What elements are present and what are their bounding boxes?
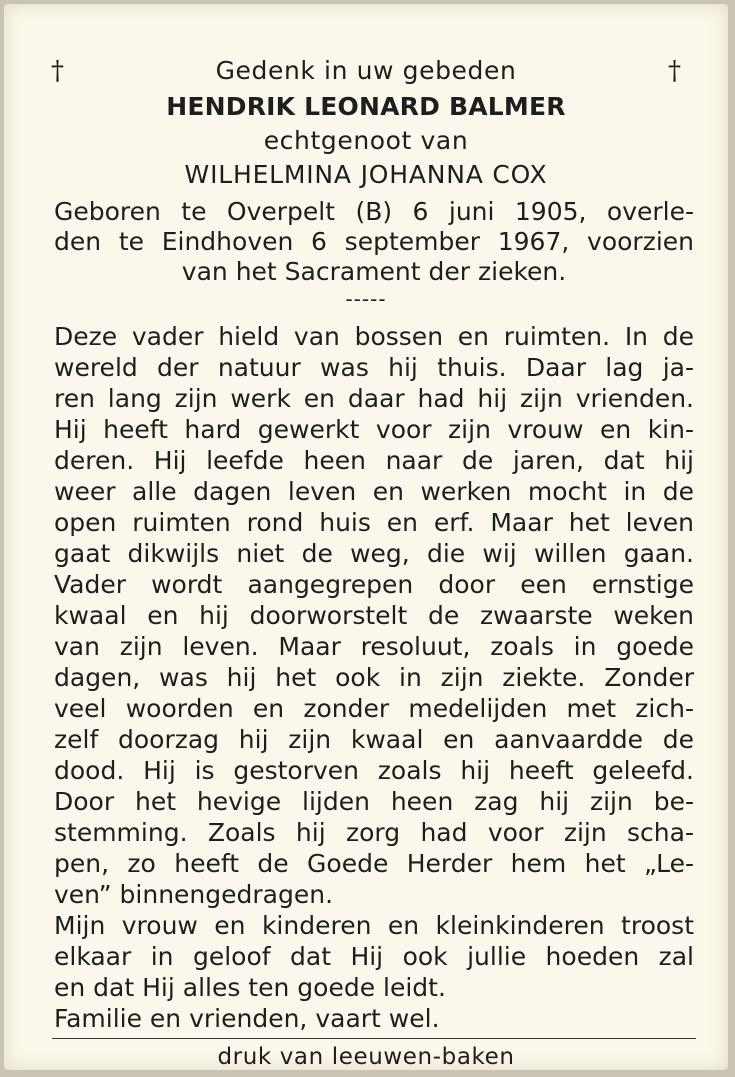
- spouse-label: echtgenoot van: [263, 126, 469, 155]
- memorial-card: [4, 4, 728, 1070]
- body-line: Deze vader hield van bossen en ruimten. In de: [54, 322, 694, 351]
- body-line: Hij heeft hard gewerkt voor zijn vrouw en kin-: [54, 415, 694, 444]
- body-line: stemming. Zoals hij zorg had voor zijn scha-: [54, 818, 694, 847]
- body-line: weer alle dagen leven en werken mocht in de: [54, 477, 694, 506]
- body-line: ren lang zijn werk en daar had hij zijn vrienden.: [54, 384, 694, 413]
- body-line: dagen, was hij het ook in zijn ziekte. Zonder: [54, 663, 694, 692]
- body-line: van zijn leven. Maar resoluut, zoals in goede: [54, 632, 694, 661]
- body-line: en dat Hij alles ten goede leidt.: [54, 973, 446, 1002]
- body-line: ven” binnengedragen.: [54, 880, 334, 909]
- body-line: veel woorden en zonder medelijden met zich-: [54, 694, 694, 723]
- body-line: Mijn vrouw en kinderen en kleinkinderen troost: [54, 911, 694, 940]
- birth-line: Geboren te Overpelt (B) 6 juni 1905, overle-: [54, 197, 694, 226]
- printer-credit: druk van leeuwen-baken: [217, 1044, 515, 1070]
- birth-line: den te Eindhoven 6 september 1967, voorzien: [54, 227, 694, 256]
- body-line: wereld der natuur was hij thuis. Daar lag ja-: [54, 353, 694, 382]
- body-line: Familie en vrienden, vaart wel.: [54, 1004, 440, 1033]
- body-line: Door het hevige lijden heen zag hij zijn be-: [54, 787, 694, 816]
- body-line: deren. Hij leefde heen naar de jaren, dat hij: [54, 446, 694, 475]
- body-line: elkaar in geloof dat Hij ook jullie hoeden zal: [54, 942, 694, 971]
- body-line: gaat dikwijls niet de weg, die wij willen gaan.: [54, 539, 694, 568]
- separator: -----: [345, 287, 387, 311]
- body-line: Vader wordt aangegrepen door een ernstige: [54, 570, 694, 599]
- body-line: pen, zo heeft de Goede Herder hem het „Le-: [54, 849, 694, 878]
- body-line: zelf doorzag hij zijn kwaal en aanvaardde de: [54, 725, 694, 754]
- cross-left-icon: †: [51, 56, 64, 86]
- birth-line: van het Sacrament der zieken.: [181, 257, 567, 286]
- footer-divider: [52, 1038, 696, 1039]
- spouse-name: WILHELMINA JOHANNA COX: [184, 160, 548, 189]
- cross-right-icon: †: [668, 56, 681, 86]
- invocation-heading: Gedenk in uw gebeden: [215, 56, 517, 85]
- body-line: dood. Hij is gestorven zoals hij heeft geleefd.: [54, 756, 694, 785]
- body-line: open ruimten rond huis en erf. Maar het leven: [54, 508, 694, 537]
- deceased-name: HENDRIK LEONARD BALMER: [166, 92, 566, 121]
- body-line: kwaal en hij doorworstelt de zwaarste weken: [54, 601, 694, 630]
